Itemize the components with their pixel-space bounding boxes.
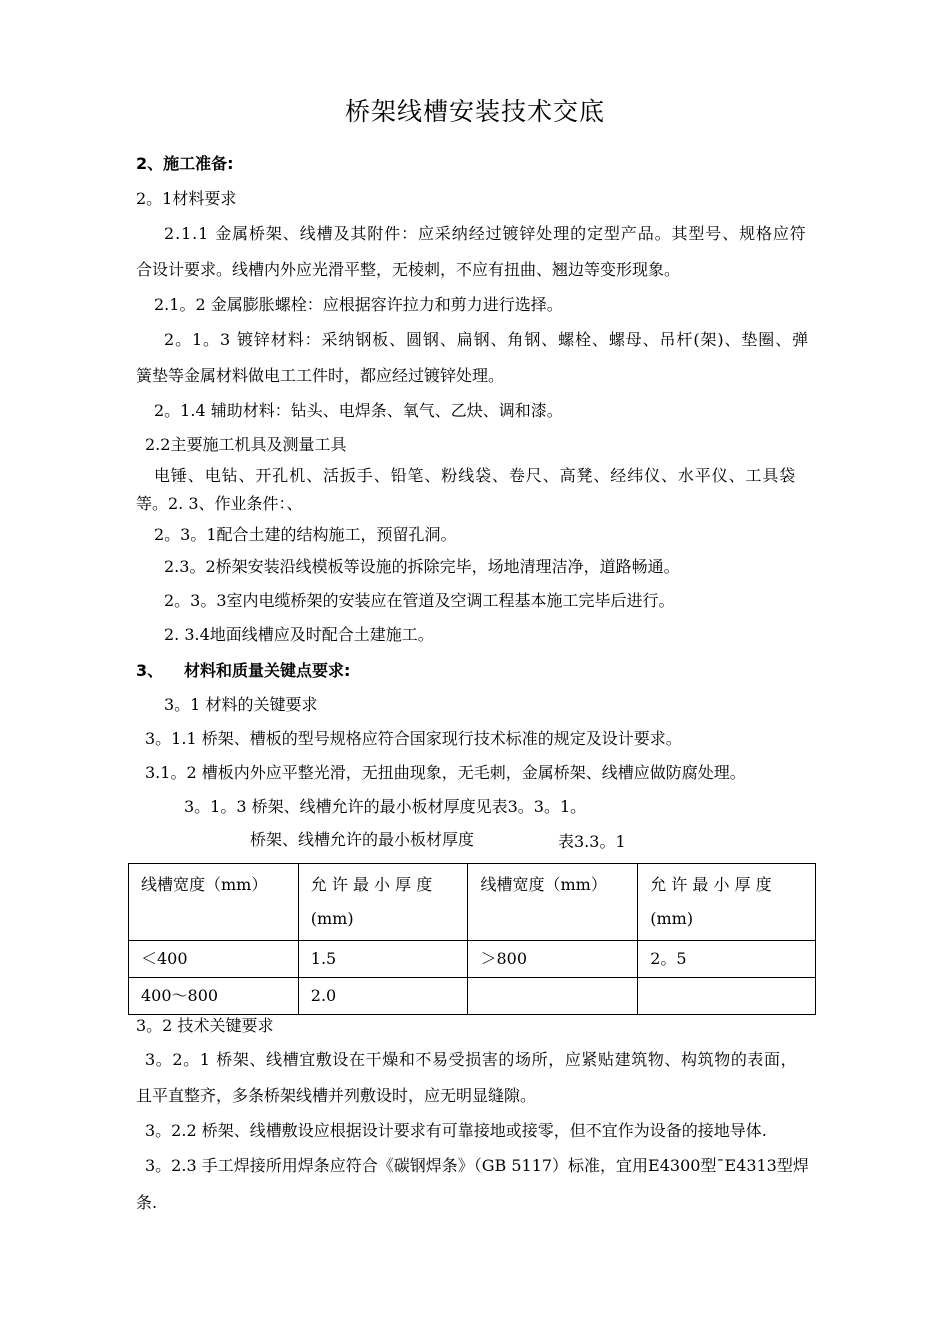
table-cell: ＜400 [129,941,299,978]
subsection-3-1-heading: 3。1 材料的关键要求 [164,695,318,714]
table-caption: 桥架、线槽允许的最小板材厚度 [250,830,475,849]
paragraph-2-3-2: 2.3。2桥架安装沿线模板等设施的拆除完毕，场地清理洁净，道路畅通。 [164,557,680,576]
paragraph-2-3-4: 2. 3.4地面线槽应及时配合土建施工。 [164,625,434,644]
paragraph-2-1-1-line1: 2.1.1 金属桥架、线槽及其附件：应采纳经过镀锌处理的定型产品。其型号、规格应符 [164,224,807,243]
paragraph-3-2-1-line2: 且平直整齐，多条桥架线槽并列敷设时，应无明显缝隙。 [136,1086,537,1105]
table-cell: 2。5 [638,941,816,978]
table-number: 表3.3。1 [558,832,626,851]
table-row [129,941,816,978]
table-cell [638,978,816,1015]
table-header-cell: 线槽宽度（mm） [468,864,638,941]
paragraph-2-3-1: 2。3。1配合土建的结构施工，预留孔洞。 [154,525,457,544]
subsection-2-2-heading: 2.2主要施工机具及测量工具 [145,435,347,454]
document-title: 桥架线槽安装技术交底 [344,97,605,126]
table-cell: 2.0 [298,978,468,1015]
paragraph-3-1-2: 3.1。2 槽板内外应平整光滑，无扭曲现象，无毛刺，金属桥架、线槽应做防腐处理。 [145,763,746,782]
paragraph-3-2-2: 3。2.2 桥架、线槽敷设应根据设计要求有可靠接地或接零，但不宜作为设备的接地导体. [145,1121,767,1140]
section-2-heading: 2、施工准备: [136,154,234,173]
subsection-2-1-heading: 2。1材料要求 [136,189,237,208]
thickness-table [128,863,816,1015]
paragraph-3-2-1-line1: 3。2。1 桥架、线槽宜敷设在干燥和不易受损害的场所，应紧贴建筑物、构筑物的表面， [145,1050,798,1069]
table-header-row [129,864,816,941]
paragraph-3-2-3-line2: 条. [136,1193,158,1212]
table-header-cell: 允 许 最 小 厚 度 (mm) [638,864,816,941]
paragraph-2-1-1-line2: 合设计要求。线槽内外应光滑平整，无棱刺，不应有扭曲、翘边等变形现象。 [136,260,681,279]
paragraph-2-3-3: 2。3。3室内电缆桥架的安装应在管道及空调工程基本施工完毕后进行。 [164,591,675,610]
table-cell: 1.5 [298,941,468,978]
table-cell: ＞800 [468,941,638,978]
table-header-cell: 线槽宽度（mm） [129,864,299,941]
paragraph-3-2-3-line1: 3。2.3 手工焊接所用焊条应符合《碳钢焊条》（GB 5117）标准，宜用E4300型¯E4313型焊 [145,1156,809,1175]
paragraph-2-1-2: 2.1。2 金属膨胀螺栓：应根据容许拉力和剪力进行选择。 [154,295,563,314]
paragraph-2-1-3-line2: 簧垫等金属材料做电工工件时，都应经过镀锌处理。 [136,366,505,385]
table-row [129,978,816,1015]
paragraph-3-1-3: 3。1。3 桥架、线槽允许的最小板材厚度见表3。3。1。 [184,797,587,816]
table-cell [468,978,638,1015]
section-3-heading: 材料和质量关键点要求: [184,661,351,680]
table-header-cell: 允 许 最 小 厚 度 (mm) [298,864,468,941]
subsection-3-2-heading: 3。2 技术关键要求 [136,1016,274,1035]
paragraph-2-1-4: 2。1.4 辅助材料：钻头、电焊条、氧气、乙炔、调和漆。 [154,401,563,420]
paragraph-3-1-1: 3。1.1 桥架、槽板的型号规格应符合国家现行技术标准的规定及设计要求。 [145,729,682,748]
tools-line2: 等。2. 3、作业条件：、 [136,494,303,513]
tools-line1: 电锤、电钻、开孔机、活扳手、铅笔、粉线袋、卷尺、高凳、经纬仪、水平仪、工具袋 [154,466,797,485]
table-cell: 400～800 [129,978,299,1015]
section-3-number: 3、 [136,661,164,680]
paragraph-2-1-3-line1: 2。1。3 镀锌材料：采纳钢板、圆钢、扁钢、角钢、螺栓、螺母、吊杆(架)、垫圈、弹 [164,330,810,349]
